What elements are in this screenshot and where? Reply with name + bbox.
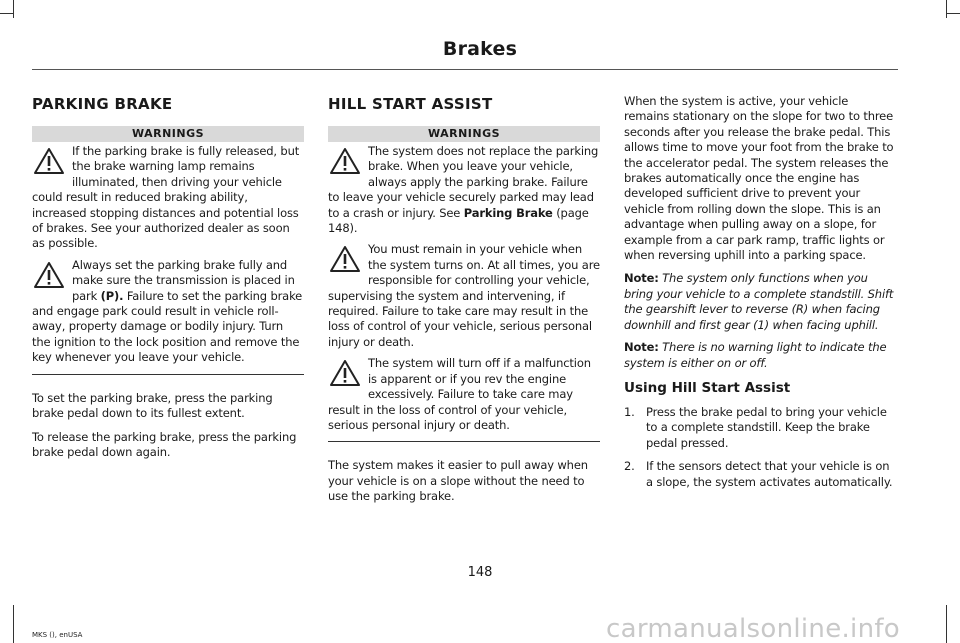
warning-item: [328, 356, 600, 433]
crop-mark: [946, 13, 960, 14]
warning-triangle-icon: [328, 244, 362, 274]
warning-text: If the parking brake is fully released, but the brake warning lamp remains illuminated, then driving your vehicle could result in reduced braking ability, increased stopping distances and potential loss of brakes. See your authorized dealer as soon as possible.: [32, 144, 300, 251]
warning-triangle-icon: [32, 146, 66, 176]
warning-item: [32, 258, 304, 366]
warning-triangle-icon: [32, 260, 66, 290]
body-paragraph: When the system is active, your vehicle remains stationary on the slope for two to three seconds after you release the brake pedal. This allows time to move your foot from the brake to the accelerator pedal. The system releases the brakes automatically once the engine has developed sufficient drive to prevent your vehicle from rolling down the slope. This is an advantage when pulling away on a slope, for example from a car park ramp, traffic lights or when reversing uphill into a parking space.: [624, 94, 894, 263]
note-paragraph: Note: There is no warning light to indicate the system is either on or off.: [624, 340, 887, 370]
section-divider: [328, 441, 600, 442]
crop-mark: [13, 0, 14, 18]
warning-item: [32, 144, 304, 252]
section-divider: [32, 374, 304, 375]
warning-triangle-icon: [328, 358, 362, 388]
header-rule: [32, 69, 898, 70]
warning-text: You must remain in your vehicle when the system turns on. At all times, you are responsible for controlling your vehicle, supervising the system and intervening, if required. Failure to take care may result in the loss of control of your vehicle, serious personal injury or death.: [328, 242, 600, 349]
section-heading-hill-start-assist: HILL START ASSIST: [328, 95, 493, 113]
warning-text: The system will turn off if a malfunction is apparent or if you rev the engine excessively. Failure to take care may result in the loss of control of your vehicle, serious personal injury or death.: [328, 356, 591, 432]
steps-list: [624, 405, 896, 490]
page-header-title: Brakes: [442, 38, 518, 60]
note-paragraph: Note: The system only functions when you bring your vehicle to a complete standstill. Shift the gearshift lever to reverse (R) when facing downhill and first gear (1) when facing uphill.: [624, 271, 894, 332]
warning-triangle-icon: [328, 146, 362, 176]
warning-text: Always set the parking brake fully and make sure the transmission is placed in park (P). Failure to set the parking brake and engage park could result in vehicle roll-away, property damage or bodily injury. Turn the ignition to the lock position and remove the key whenever you leave your vehicle.: [32, 257, 303, 365]
warning-text: The system does not replace the parking brake. When you leave your vehicle, always apply the parking brake. Failure to leave your vehicle securely parked may lead to a crash or injury. See Parking Brake (page 148).: [328, 144, 599, 236]
subheading-using-hill-start-assist: Using Hill Start Assist: [624, 379, 791, 396]
list-item: 2. If the sensors detect that your vehicle is on a slope, the system activates automatically.: [624, 459, 893, 489]
body-paragraph: To release the parking brake, press the parking brake pedal down again.: [32, 429, 297, 459]
column-parking-brake: [32, 94, 304, 460]
column-hill-start-assist: [328, 94, 600, 505]
column-hill-start-continued: [624, 94, 896, 498]
parking-brake-link[interactable]: Parking Brake: [463, 205, 553, 220]
section-heading-parking-brake: PARKING BRAKE: [32, 95, 173, 113]
warnings-bar: WARNINGS: [32, 126, 304, 142]
page-number: 148: [467, 565, 493, 580]
watermark: carmanualsonline.info: [606, 614, 901, 643]
crop-mark: [0, 13, 14, 14]
warnings-bar: WARNINGS: [328, 126, 600, 142]
document-code: MKS (), enUSA: [32, 631, 83, 639]
warning-item: [328, 144, 600, 236]
crop-mark: [946, 0, 947, 18]
warning-item: [328, 242, 600, 350]
crop-mark: [946, 605, 947, 643]
body-paragraph: To set the parking brake, press the parking brake pedal down to its fullest extent.: [32, 390, 273, 421]
crop-mark: [13, 605, 14, 643]
list-item: 1. Press the brake pedal to bring your vehicle to a complete standstill. Keep the brake pedal pressed.: [624, 404, 887, 450]
body-paragraph: The system makes it easier to pull away when your vehicle is on a slope without the need to use the parking brake.: [328, 458, 588, 504]
